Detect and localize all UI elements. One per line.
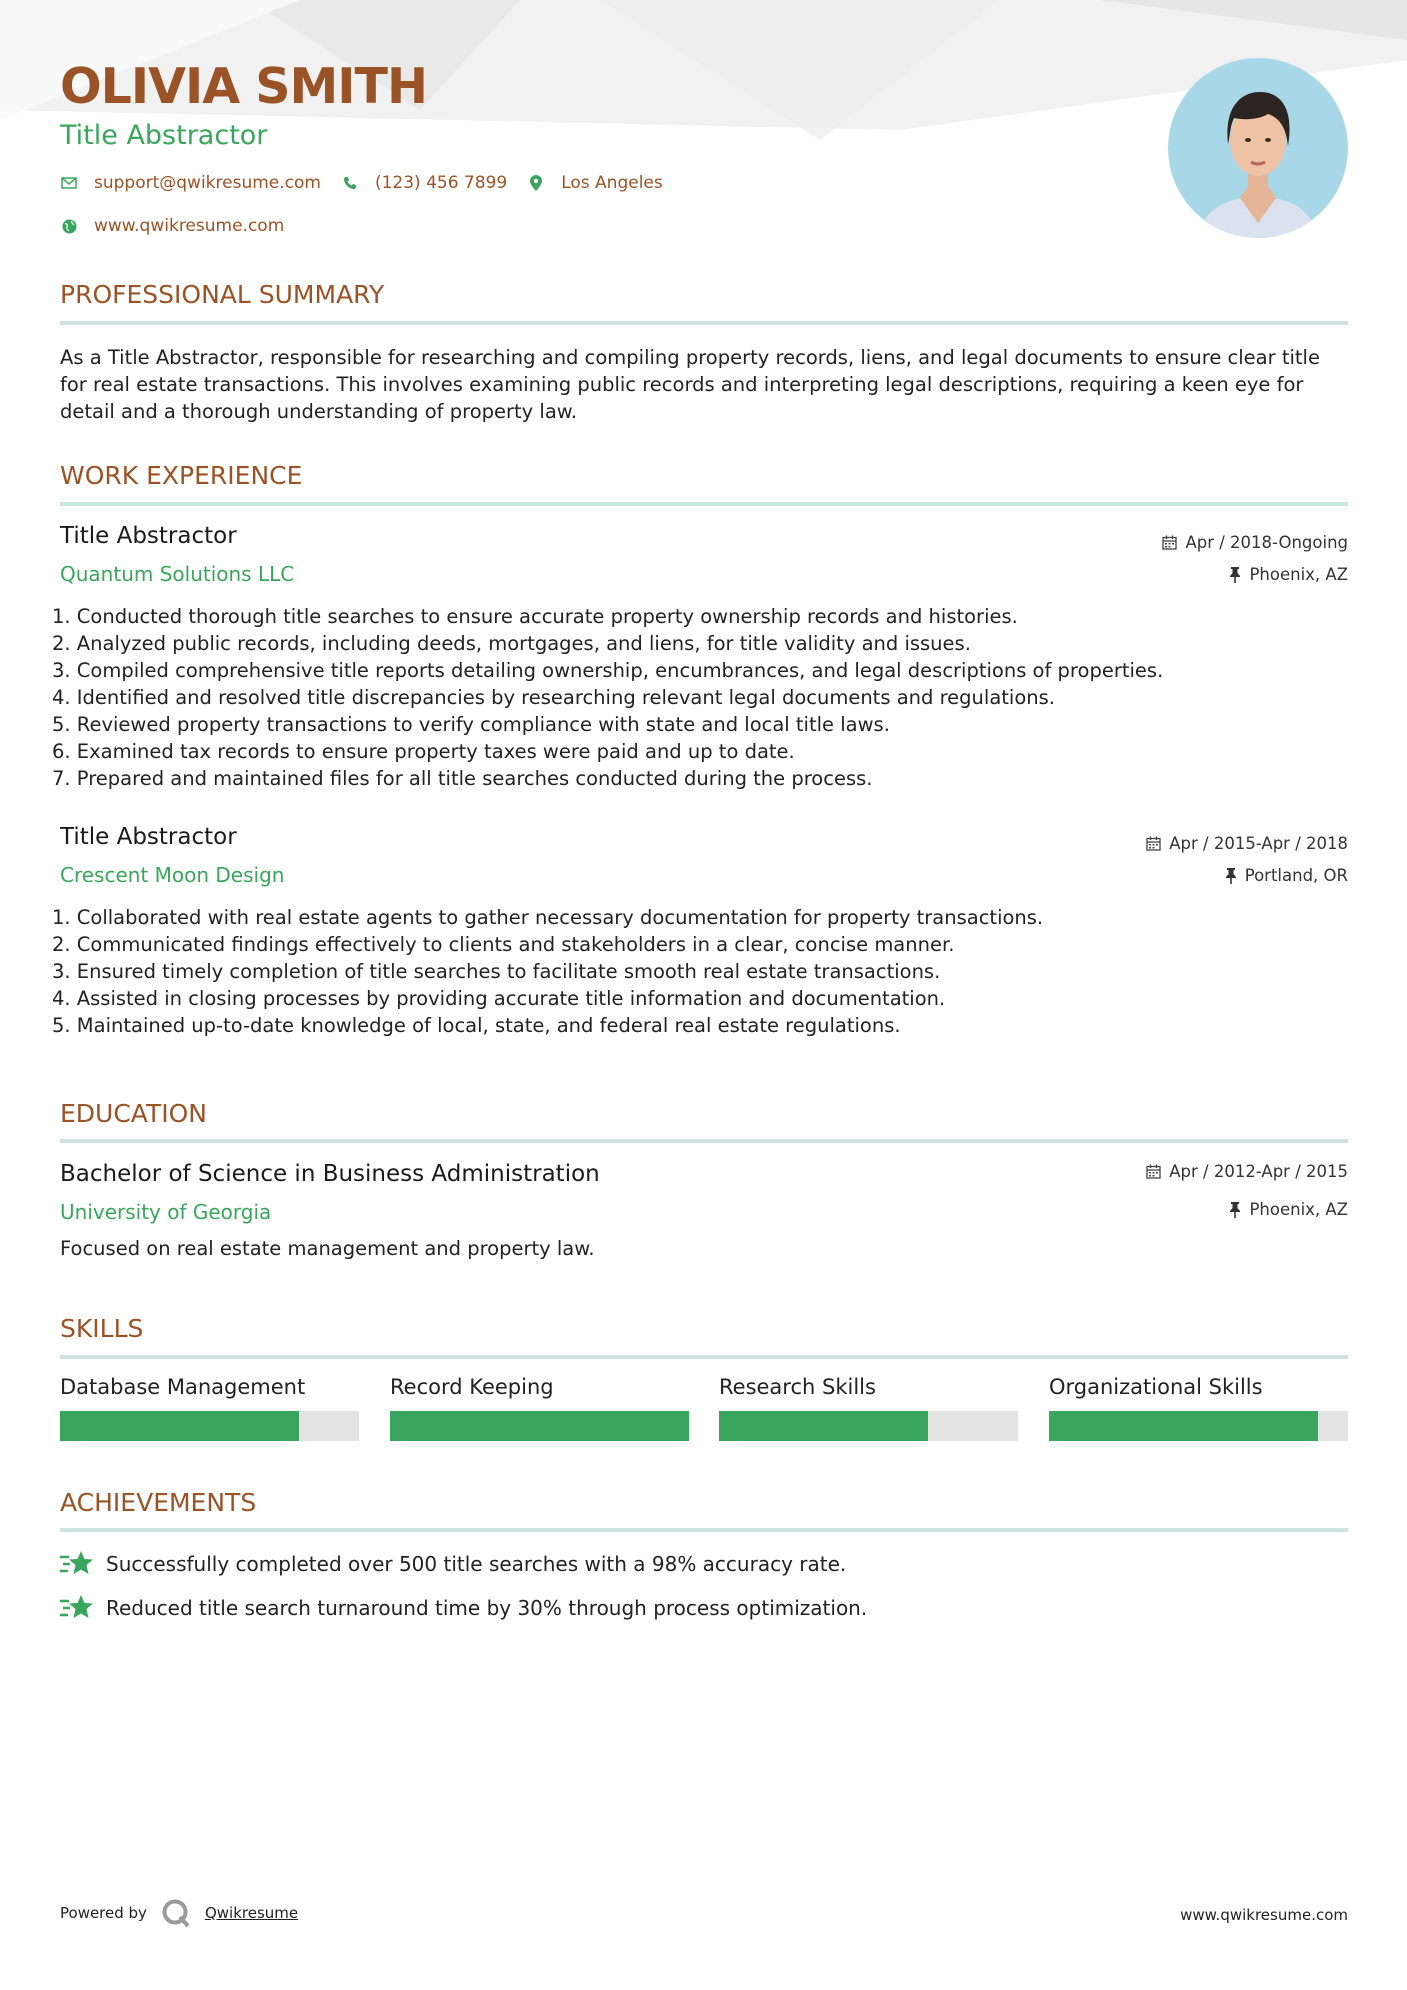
list-item: 2. Analyzed public records, including deeds, mortgages, and liens, for title validity and issues. [52,632,971,655]
list-item: 1. Collaborated with real estate agents to gather necessary documentation for property transactions. [52,906,1044,929]
list-item: 1. Conducted thorough title searches to ensure accurate property ownership records and histories. [52,605,1018,628]
phone-text: (123) 456 7899 [374,173,508,193]
contact-row-website [60,216,304,236]
star-icon [60,1549,94,1579]
contact-row [60,173,683,193]
skill-bar-fill [390,1411,689,1441]
job-location-text: Phoenix, AZ [1249,565,1348,584]
candidate-title: Title Abstractor [60,120,268,151]
location-text: Los Angeles [561,173,663,193]
skill-bar-fill [1049,1411,1318,1441]
contact-email[interactable] [60,173,321,193]
list-item: 3. Ensured timely completion of title searches to facilitate smooth real estate transactions. [52,960,941,983]
envelope-icon [60,174,78,192]
calendar-icon [1146,1164,1161,1179]
job-location [1225,866,1348,885]
list-item: 7. Prepared and maintained files for all title searches conducted during the process. [52,767,873,790]
section-divider [60,1355,1348,1359]
list-item: 5. Reviewed property transactions to verify compliance with state and local title laws. [52,713,890,736]
calendar-icon [1146,836,1161,851]
education-description: Focused on real estate management and property law. [60,1237,595,1260]
job-company: Quantum Solutions LLC [60,562,295,586]
powered-by-label: Powered by [60,1904,147,1922]
section-heading-summary: PROFESSIONAL SUMMARY [60,280,385,309]
section-heading-achievements: ACHIEVEMENTS [60,1488,257,1517]
section-divider [60,1528,1348,1532]
skill-bar [719,1411,1018,1441]
section-divider [60,502,1348,506]
list-item: 4. Assisted in closing processes by providing accurate title information and documentation. [52,987,946,1010]
star-icon [60,1593,94,1623]
contact-location [527,173,663,193]
job-location [1229,565,1348,584]
section-heading-experience: WORK EXPERIENCE [60,461,303,490]
section-divider [60,321,1348,325]
pin-icon [1229,1202,1241,1218]
skill-bar [1049,1411,1348,1441]
job-dates-text: Apr / 2015-Apr / 2018 [1169,834,1348,853]
skill-bar [60,1411,359,1441]
degree-title: Bachelor of Science in Business Administration [60,1161,600,1187]
skill-bar-fill [719,1411,928,1441]
skill-label: Database Management [60,1375,306,1399]
job-location-text: Portland, OR [1244,866,1348,885]
contact-phone [341,173,507,193]
section-divider [60,1139,1348,1143]
footer-website[interactable]: www.qwikresume.com [1180,1906,1348,1924]
school-name: University of Georgia [60,1200,272,1224]
job-dates [1162,533,1348,552]
list-item: 3. Compiled comprehensive title reports detailing ownership, encumbrances, and legal descriptions of properties. [52,659,1164,682]
job-title: Title Abstractor [60,824,237,850]
achievement-item [60,1593,867,1623]
skill-bar-fill [60,1411,299,1441]
list-item: 2. Communicated findings effectively to clients and stakeholders in a clear, concise manner. [52,933,955,956]
qwikresume-logo-icon [161,1898,191,1928]
phone-icon [341,174,359,192]
pin-icon [1225,868,1237,884]
job-duties-list [52,603,1163,792]
list-item: 6. Examined tax records to ensure property taxes were paid and up to date. [52,740,795,763]
job-title: Title Abstractor [60,523,237,549]
skill-label: Organizational Skills [1049,1375,1263,1399]
email-text: support@qwikresume.com [94,173,321,193]
globe-icon [60,217,78,235]
calendar-icon [1162,535,1177,550]
contact-website[interactable] [60,216,284,236]
map-marker-icon [527,174,545,192]
list-item: 5. Maintained up-to-date knowledge of local, state, and federal real estate regulations. [52,1014,901,1037]
skill-bar [390,1411,689,1441]
education-dates-text: Apr / 2012-Apr / 2015 [1169,1162,1348,1181]
list-item: 4. Identified and resolved title discrepancies by researching relevant legal documents and regulations. [52,686,1055,709]
education-location-text: Phoenix, AZ [1249,1200,1348,1219]
footer-powered-by [60,1898,298,1928]
pin-icon [1229,567,1241,583]
section-heading-skills: SKILLS [60,1314,144,1343]
skill-label: Record Keeping [390,1375,554,1399]
achievement-text: Successfully completed over 500 title searches with a 98% accuracy rate. [106,1552,847,1576]
profile-photo [1168,58,1348,238]
job-company: Crescent Moon Design [60,863,285,887]
job-dates [1146,834,1348,853]
summary-text: As a Title Abstractor, responsible for researching and compiling property records, liens, and legal documents to ensure clear title for real estate transactions. This involves examining public records and interpreting legal descriptions, requiring a keen eye for detail and a thorough understanding of property law. [60,346,1320,423]
section-heading-education: EDUCATION [60,1099,207,1128]
resume-page [52,0,1348,1990]
achievement-item [60,1549,846,1579]
job-dates-text: Apr / 2018-Ongoing [1185,533,1348,552]
website-text: www.qwikresume.com [94,216,285,236]
achievement-text: Reduced title search turnaround time by 30% through process optimization. [106,1596,868,1620]
qwikresume-link[interactable]: Qwikresume [204,1904,299,1922]
candidate-name: OLIVIA SMITH [60,58,427,115]
skill-label: Research Skills [719,1375,876,1399]
education-dates [1146,1162,1348,1181]
job-duties-list [52,904,1043,1039]
education-location [1229,1200,1348,1219]
